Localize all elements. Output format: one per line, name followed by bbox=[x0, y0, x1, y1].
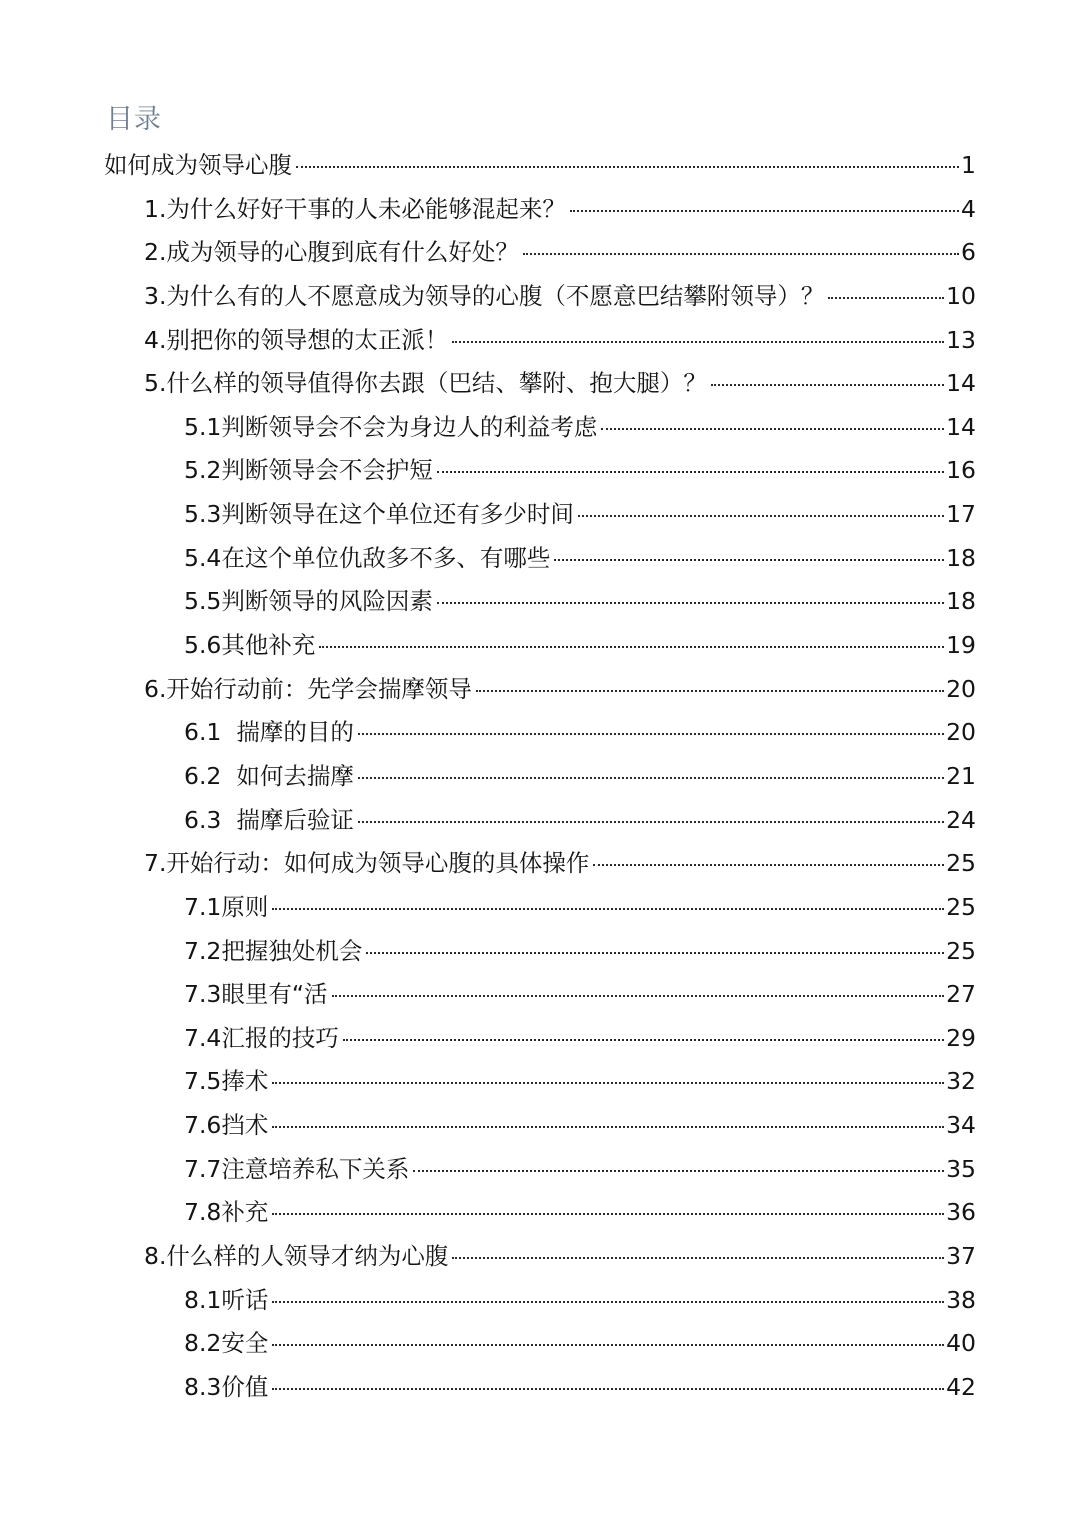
toc-entry-title: 5.什么样的领导值得你去跟（巴结、攀附、抱大腿）？ bbox=[144, 369, 707, 398]
toc-entry-page-number: 16 bbox=[946, 456, 976, 485]
toc-entry[interactable] bbox=[0, 799, 1080, 843]
toc-entry-title: 5.3判断领导在这个单位还有多少时间 bbox=[184, 500, 574, 529]
toc-entry-title: 7.1原则 bbox=[184, 892, 269, 921]
toc-dot-leader bbox=[593, 864, 944, 866]
toc-entry-page-number: 38 bbox=[946, 1285, 976, 1314]
toc-entry[interactable] bbox=[0, 930, 1080, 974]
toc-entry-title: 5.2判断领导会不会护短 bbox=[184, 456, 433, 485]
toc-entry-page-number: 34 bbox=[946, 1111, 976, 1140]
toc-entry-title: 5.5判断领导的风险因素 bbox=[184, 587, 433, 616]
toc-entry-page-number: 20 bbox=[946, 674, 976, 703]
toc-heading: 目录 bbox=[106, 104, 162, 135]
toc-entry[interactable] bbox=[0, 1017, 1080, 1061]
toc-dot-leader bbox=[601, 428, 944, 430]
toc-dot-leader bbox=[476, 690, 944, 692]
toc-entry-title: 5.4在这个单位仇敌多不多、有哪些 bbox=[184, 543, 551, 572]
toc-entry-title: 6.2 如何去揣摩 bbox=[184, 761, 354, 790]
toc-dot-leader bbox=[437, 602, 944, 604]
toc-entry-page-number: 37 bbox=[946, 1242, 976, 1271]
toc-entry-title: 7.开始行动：如何成为领导心腹的具体操作 bbox=[144, 849, 590, 878]
toc-entry[interactable] bbox=[0, 580, 1080, 624]
toc-dot-leader bbox=[437, 471, 944, 473]
toc-entry-page-number: 14 bbox=[946, 412, 976, 441]
toc-entry-page-number: 19 bbox=[946, 631, 976, 660]
toc-entry-title: 8.2安全 bbox=[184, 1329, 269, 1358]
toc-entry[interactable] bbox=[0, 1235, 1080, 1279]
toc-entry[interactable] bbox=[0, 886, 1080, 930]
toc-entry[interactable] bbox=[0, 1322, 1080, 1366]
toc-entry[interactable] bbox=[0, 275, 1080, 319]
toc-entry-page-number: 25 bbox=[946, 892, 976, 921]
toc-entry-title: 6.开始行动前：先学会揣摩领导 bbox=[144, 674, 472, 703]
toc-dot-leader bbox=[578, 515, 944, 517]
toc-entry[interactable] bbox=[0, 537, 1080, 581]
toc-entry-title: 7.6挡术 bbox=[184, 1111, 269, 1140]
toc-entry[interactable] bbox=[0, 1279, 1080, 1323]
toc-dot-leader bbox=[272, 1301, 944, 1303]
toc-entry[interactable] bbox=[0, 973, 1080, 1017]
toc-entry-page-number: 32 bbox=[946, 1067, 976, 1096]
toc-entry-title: 3.为什么有的人不愿意成为领导的心腹（不愿意巴结攀附领导）？ bbox=[144, 281, 825, 310]
toc-entry-page-number: 6 bbox=[961, 238, 976, 267]
toc-entry-title: 6.3 揣摩后验证 bbox=[184, 805, 354, 834]
toc-entry-page-number: 25 bbox=[946, 936, 976, 965]
toc-entry[interactable] bbox=[0, 1148, 1080, 1192]
toc-entry[interactable] bbox=[0, 668, 1080, 712]
toc-entry[interactable] bbox=[0, 231, 1080, 275]
toc-entry[interactable] bbox=[0, 362, 1080, 406]
toc-entry-title: 5.1判断领导会不会为身边人的利益考虑 bbox=[184, 412, 598, 441]
toc-entry[interactable] bbox=[0, 406, 1080, 450]
toc-entry[interactable] bbox=[0, 1366, 1080, 1410]
toc-dot-leader bbox=[452, 1257, 944, 1259]
toc-entry[interactable] bbox=[0, 1104, 1080, 1148]
toc-entry-page-number: 27 bbox=[946, 980, 976, 1009]
toc-entry-page-number: 40 bbox=[946, 1329, 976, 1358]
toc-dot-leader bbox=[272, 1126, 944, 1128]
toc-entry-page-number: 35 bbox=[946, 1154, 976, 1183]
toc-entry-title: 8.3价值 bbox=[184, 1372, 269, 1401]
toc-entry-page-number: 1 bbox=[961, 151, 976, 179]
toc-entry-page-number: 36 bbox=[946, 1198, 976, 1227]
toc-dot-leader bbox=[358, 777, 944, 779]
toc-dot-leader bbox=[711, 384, 944, 386]
toc-entry-page-number: 20 bbox=[946, 718, 976, 747]
toc-entry-title: 7.7注意培养私下关系 bbox=[184, 1154, 410, 1183]
toc-entry-title: 5.6其他补充 bbox=[184, 631, 316, 660]
toc-dot-leader bbox=[523, 253, 959, 255]
toc-entry-title: 4.别把你的领导想的太正派！ bbox=[144, 325, 449, 354]
toc-entry-page-number: 42 bbox=[946, 1372, 976, 1401]
toc-entry-title: 7.3眼里有“活 bbox=[184, 980, 328, 1009]
toc-entry-page-number: 14 bbox=[946, 369, 976, 398]
toc-dot-leader bbox=[319, 646, 944, 648]
toc-entry-page-number: 29 bbox=[946, 1023, 976, 1052]
toc-dot-leader bbox=[358, 733, 944, 735]
toc-entry-page-number: 13 bbox=[946, 325, 976, 354]
toc-entry[interactable] bbox=[0, 1060, 1080, 1104]
toc-entry-title: 7.5捧术 bbox=[184, 1067, 269, 1096]
toc-dot-leader bbox=[366, 952, 944, 954]
toc-dot-leader bbox=[343, 1039, 944, 1041]
toc-dot-leader bbox=[272, 1213, 944, 1215]
toc-dot-leader bbox=[332, 995, 945, 997]
toc-entry[interactable] bbox=[0, 144, 1080, 188]
toc-entry[interactable] bbox=[0, 319, 1080, 363]
toc-entry-page-number: 18 bbox=[946, 543, 976, 572]
toc-dot-leader bbox=[554, 559, 944, 561]
table-of-contents bbox=[0, 144, 1080, 1410]
toc-entry[interactable] bbox=[0, 624, 1080, 668]
toc-entry-title: 8.1听话 bbox=[184, 1285, 269, 1314]
toc-entry-page-number: 17 bbox=[946, 500, 976, 529]
toc-dot-leader bbox=[452, 341, 944, 343]
toc-dot-leader bbox=[272, 908, 944, 910]
toc-dot-leader bbox=[272, 1344, 944, 1346]
toc-dot-leader bbox=[272, 1388, 944, 1390]
toc-entry[interactable] bbox=[0, 188, 1080, 232]
toc-entry-title: 6.1 揣摩的目的 bbox=[184, 718, 354, 747]
toc-entry[interactable] bbox=[0, 711, 1080, 755]
toc-entry-page-number: 24 bbox=[946, 805, 976, 834]
toc-entry[interactable] bbox=[0, 493, 1080, 537]
toc-entry[interactable] bbox=[0, 1191, 1080, 1235]
toc-entry-page-number: 10 bbox=[946, 281, 976, 310]
toc-entry[interactable] bbox=[0, 755, 1080, 799]
toc-entry-page-number: 25 bbox=[946, 849, 976, 878]
toc-dot-leader bbox=[272, 1082, 944, 1084]
toc-dot-leader bbox=[570, 210, 959, 212]
toc-entry-page-number: 4 bbox=[961, 194, 976, 223]
toc-entry-title: 7.8补充 bbox=[184, 1198, 269, 1227]
toc-entry-title: 如何成为领导心腹 bbox=[104, 151, 292, 179]
toc-entry-title: 7.2把握独处机会 bbox=[184, 936, 363, 965]
toc-dot-leader bbox=[358, 821, 944, 823]
toc-entry-title: 1.为什么好好干事的人未必能够混起来？ bbox=[144, 194, 566, 223]
toc-dot-leader bbox=[296, 166, 959, 168]
toc-entry-title: 2.成为领导的心腹到底有什么好处？ bbox=[144, 238, 519, 267]
toc-entry-title: 8.什么样的人领导才纳为心腹 bbox=[144, 1242, 449, 1271]
toc-entry-title: 7.4汇报的技巧 bbox=[184, 1023, 339, 1052]
toc-dot-leader bbox=[413, 1170, 944, 1172]
toc-dot-leader bbox=[828, 297, 944, 299]
toc-entry[interactable] bbox=[0, 449, 1080, 493]
toc-entry[interactable] bbox=[0, 842, 1080, 886]
toc-entry-page-number: 21 bbox=[946, 761, 976, 790]
toc-entry-page-number: 18 bbox=[946, 587, 976, 616]
